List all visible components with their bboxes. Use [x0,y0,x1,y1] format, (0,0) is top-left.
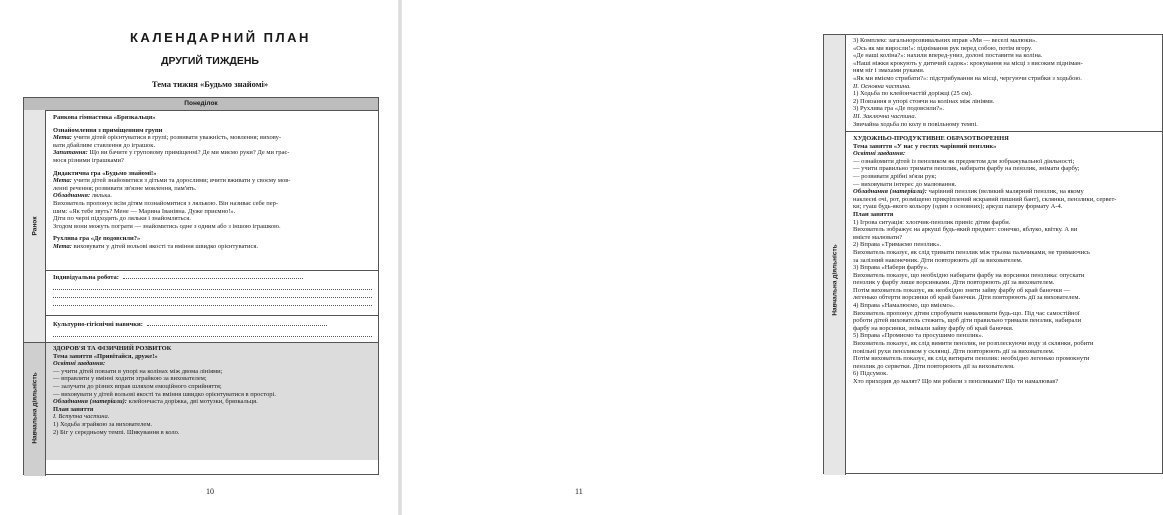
text-line: 1) Ігрова ситуація: хлопчик-пензлик приніс дітям фарби. [853,218,1011,226]
week-topic: Тема тижня «Будьмо знайомі» [151,79,269,89]
text-line: наклеєні очі, рот, розміщено прикріплений яскравий пишний бант), склянки, пензлики, сервет- [853,195,1117,203]
text-line: 6) Підсумок. [853,370,888,378]
section-heading: Ранкова гімнастика «Брязкальця» [53,114,156,121]
text-line: вмієте малювати? [853,233,903,241]
text-line: — розвивати дрібні м'язи рук; [853,172,937,180]
side-label-study: Навчальна діяльність [831,244,839,316]
text-line: легенько обтерти ворсинки об край баночки. Діти повторюють дії за вихователем. [853,294,1081,302]
text-line: 2) Вправа «Тримаємо пензлик». [853,241,942,249]
text-line: шим: «Як тебе звуть? Мене — Марина Іванівна. Дуже приємно!». [53,207,236,215]
text-line: — ознайомити дітей із пензликом як предметом для зображувальної діяльності; [853,157,1075,165]
text-line: — виховувати інтерес до малювання. [853,180,957,188]
divider [46,270,378,271]
text-line: Потім вихователь показує, як слід витирати пензлик: необхідно легенько промокнути [853,355,1090,363]
text-line: 4) Вправа «Намалюємо, що вміємо». [853,302,955,310]
text-line: Вихователь показує, як слід тримати пензлик між трьома пальчиками, не тримаючись [853,248,1090,256]
text-line: пензлик до серветки. Діти повторюють дії за вихователем. [853,362,1015,370]
text-line: Звичайна ходьба по колу в повільному темпі. [853,120,978,128]
text-line: «Наші ніжки крокують у дитячий садок»: крокування на місці з високим підніман- [853,59,1083,67]
section-heading: Рухлива гра «Де подовсили?» [53,235,141,243]
text-line: Вихователь показує, що необхідно набирати фарбу на ворсинки пензлика: опускати [853,271,1085,279]
section-heading: Дидактична гра «Будьмо знайомі!» [53,169,157,177]
side-label-study: Навчальна діяльність [31,372,39,444]
section-heading: ЗДОРОВ'Я ТА ФІЗИЧНИЙ РОЗВИТОК [53,345,172,352]
text-line: 2) Повзання в упорі стоячи на колінах між лініями. [853,97,995,105]
blank-line [53,282,372,290]
text-line: Потім вихователь показує, як необхідно зняти зайву фарбу об край баночки — [853,286,1071,294]
text-line: II. Основна частина. [853,82,911,90]
page-number-right: 11 [575,487,583,496]
text-line: — вправляти у вмінні ходити зграйкою за вихователем; [53,375,207,383]
hygiene-label: Культурно-гігієнічні навички: [53,321,143,328]
plan-title: КАЛЕНДАРНИЙ ПЛАН [130,30,311,45]
text-line: 1) Ходьба по клейончастій доріжці (25 см). [853,90,973,98]
column-header-monday: Понеділок [24,98,378,111]
right-page [400,0,1117,515]
text-line: Мета: виховувати у дітей вольові якості та вміння швидко орієнтуватися. [53,242,259,250]
pe-continuation-content [853,37,1156,128]
text-line: Запитання: Що ви бачите у груповому приміщенні? Де ми миємо руки? Де ми грає- [53,149,290,157]
text-line: 5) Вправа «Промиємо та просушимо пензлик». [853,332,984,340]
text-line: «Де наші коліна?»: нахили вперед-униз, долоні поставити на коліна. [853,52,1043,60]
divider [846,131,1162,132]
page-number-left: 10 [206,487,214,496]
text-line: Діти по черзі підходять до ляльки і знайомляться. [53,215,191,223]
text-line: роботи дітей вихователь стежить, щоб діти правильно тримали пензлик, набирали [853,317,1082,325]
text-line: — залучати до різних вправ шляхом емоційного сприйняття; [53,382,222,390]
section-heading: ХУДОЖНЬО-ПРОДУКТИВНЕ ОБРАЗОТВОРЕННЯ [853,135,1009,142]
text-line: вати дбайливе ставлення до іграшок. [53,141,156,149]
text-line: III. Заключна частина. [853,112,917,120]
text-line: пензлик у фарбу лише ворсинками. Діти повторюють дії за вихователем. [853,279,1055,287]
text-line: Обладнання (матеріали): чарівний пензлик (великий малярний пензлик, на якому [853,188,1084,196]
text-line: 3) Вправа «Набери фарбу». [853,264,929,272]
text-line: Вихователь пропонує дітям спробувати намалювати будь-що. Під час самостійної [853,309,1080,317]
study-side-cell [24,342,46,476]
blank-line [53,298,372,306]
text-line: Обладнання (матеріали): клейончаста доріжка, дві мотузки, брязкальця. [53,398,258,406]
text-line: Обладнання: лялька. [53,192,112,200]
text-line: Мета: учити дітей знайомитися з дітьми та дорослими; вчити вживати у своєму мов- [53,177,291,185]
divider [24,342,378,343]
divider [46,315,378,316]
text-line: за залізний наконечник. Діти повторюють дії за вихователем. [853,256,1023,264]
hygiene-block [53,320,372,337]
individual-work-label: Індивідуальна робота: [53,274,119,281]
text-line: 2) Біг у середньому темпі. Шикування в коло. [53,428,180,436]
text-line: Вихователь показує, як слід вимити пензлик, не розплескуючи воду зі склянки, робити [853,340,1094,348]
text-line: Освітні завдання: [53,360,106,368]
text-line: Хто приходив до малят? Що ми робили з пензликами? Що ти намалював? [853,378,1059,385]
week-title: ДРУГИЙ ТИЖДЕНЬ [161,55,259,67]
text-line: «Як ми вміємо стрибати?»: підстрибування на місці, чергуючи стрибки з ходьбою. [853,74,1082,82]
morning-content [53,114,372,251]
text-line: Згодом вони можуть пограти — знайомитись одне з одним або з іншою іграшкою. [53,222,281,230]
text-line: 3) Комплекс загальнорозвивальних вправ «Ми — веселі малюки». [853,37,1037,44]
text-line: — виховувати у дітей вольові якості та вміння швидко орієнтуватися в просторі. [53,390,276,398]
blank-line [53,329,372,337]
text-line: 3) Рухлива гра «Де подовсили?». [853,105,945,113]
text-line: повільні рухи пензликом у склянці. Діти повторюють дії за вихователем. [853,347,1055,355]
text-line: фарбу на ворсинки, знімали зайву фарбу об край баночки. [853,324,1014,332]
text-line: мося різними іграшками? [53,156,124,164]
study-content [53,345,372,436]
text-line: ленні речення; розвивати зв'язне мовлення, пам'ять. [53,184,197,192]
section-heading: План заняття [853,210,894,218]
text-line: ням ніг і змахами руками. [853,67,925,75]
section-heading: Тема заняття «У нас у гостях чарівний пензлик» [853,142,997,150]
blank-line [53,290,372,298]
text-line: Вихователь пропонує всім дітям познайомитися з лялькою. Він називає себе пер- [53,199,279,207]
art-lesson-content [853,135,1156,386]
right-plan-table [823,34,1163,474]
text-line: 1) Ходьба зграйкою за вихователем. [53,420,153,428]
text-line: Освітні завдання: [853,150,906,158]
individual-work-block [53,273,372,306]
text-line: Мета: учити дітей орієнтуватися в групі; розвивати уважність, мовлення; вихову- [53,134,282,142]
text-line: «Ось як ми виросли!»: піднімання рук перед собою, потім вгору. [853,44,1033,52]
left-page [0,0,400,515]
text-line: Вихователь зображує на аркуші будь-який предмет: сонечко, яблуко, квітку. А ви [853,226,1078,234]
study-side-cell [824,35,846,475]
left-plan-table [23,97,379,475]
section-heading: Тема заняття «Привітайся, друже!» [53,352,158,360]
text-line: — учити дітей повзати в упорі на колінах між двома лініями; [53,367,223,375]
text-line: — учити правильно тримати пензлик, набирати фарбу на пензлик, знімати фарбу; [853,165,1080,173]
text-line: I. Вступна частина. [53,413,110,421]
section-heading: План заняття [53,405,94,413]
side-label-morning: Ранок [31,216,39,236]
text-line: ки; гуаш будь-якого кольору (один з основних); аркуш паперу формату А-4. [853,203,1063,211]
morning-side-cell [24,110,46,342]
section-heading: Ознайомлення з приміщенням групи [53,126,163,134]
